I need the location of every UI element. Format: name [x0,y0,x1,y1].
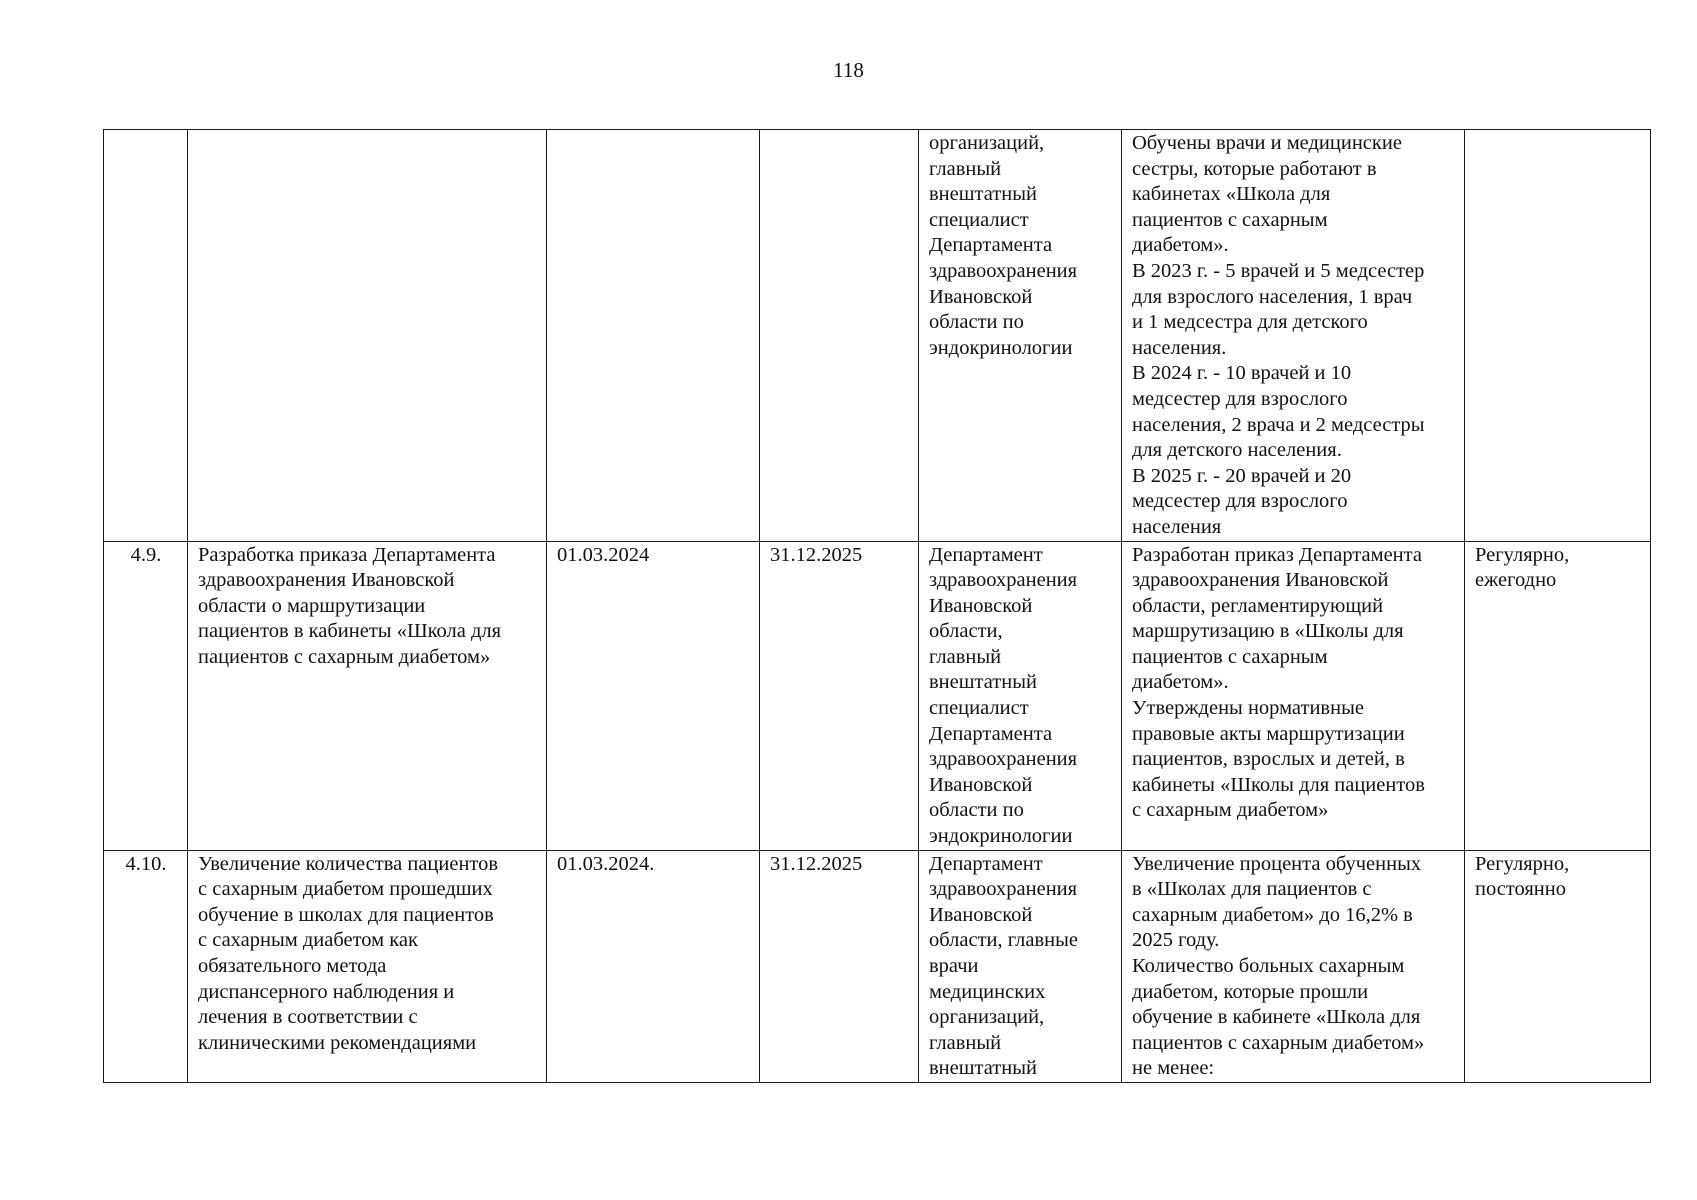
responsible-cell: Департамент здравоохранения Ивановской области, главный внештатный специалист Департамента здравоохранения Ивановской области по эндокринологии [919,541,1122,850]
table-row [104,541,1651,850]
page-number: 118 [833,58,864,82]
row-number-cell: 4.9. [104,541,188,850]
activity-cell: Разработка приказа Департамента здравоохранения Ивановской области о маршрутизации пациентов в кабинеты «Школа для пациентов с сахарным диабетом» [188,541,547,850]
result-cell: Разработан приказ Департамента здравоохранения Ивановской области, регламентирующий маршрутизацию в «Школы для пациентов с сахарным диабетом». Утверждены нормативные правовые акты маршрутизации пациентов, взрослых и детей, в кабинеты «Школы для пациентов с сахарным диабетом» [1122,541,1465,850]
end-date-cell [760,130,919,542]
activity-cell: Увеличение количества пациентов с сахарным диабетом прошедших обучение в школах для пациентов с сахарным диабетом как обязательного метода диспансерного наблюдения и лечения в соответствии с клиническими рекомендациями [188,850,547,1082]
row-number-cell [104,130,188,542]
frequency-cell [1465,130,1651,542]
row-number-cell: 4.10. [104,850,188,1082]
responsible-cell: Департамент здравоохранения Ивановской области, главные врачи медицинских организаций, главный внештатный [919,850,1122,1082]
frequency-cell: Регулярно, ежегодно [1465,541,1651,850]
plan-table [103,129,1651,1083]
frequency-cell: Регулярно, постоянно [1465,850,1651,1082]
activity-cell [188,130,547,542]
result-cell: Обучены врачи и медицинские сестры, которые работают в кабинетах «Школа для пациентов с сахарным диабетом». В 2023 г. - 5 врачей и 5 медсестер для взрослого населения, 1 врач и 1 медсестра для детского населения. В 2024 г. - 10 врачей и 10 медсестер для взрослого населения, 2 врача и 2 медсестры для детского населения. В 2025 г. - 20 врачей и 20 медсестер для взрослого населения [1122,130,1465,542]
table-row [104,850,1651,1082]
end-date-cell: 31.12.2025 [760,850,919,1082]
end-date-cell: 31.12.2025 [760,541,919,850]
result-cell: Увеличение процента обученных в «Школах для пациентов с сахарным диабетом» до 16,2% в 2025 году. Количество больных сахарным диабетом, которые прошли обучение в кабинете «Школа для пациентов с сахарным диабетом» не менее: [1122,850,1465,1082]
table-row [104,130,1651,542]
responsible-cell: организаций, главный внештатный специалист Департамента здравоохранения Ивановской области по эндокринологии [919,130,1122,542]
start-date-cell [547,130,760,542]
start-date-cell: 01.03.2024. [547,850,760,1082]
start-date-cell: 01.03.2024 [547,541,760,850]
